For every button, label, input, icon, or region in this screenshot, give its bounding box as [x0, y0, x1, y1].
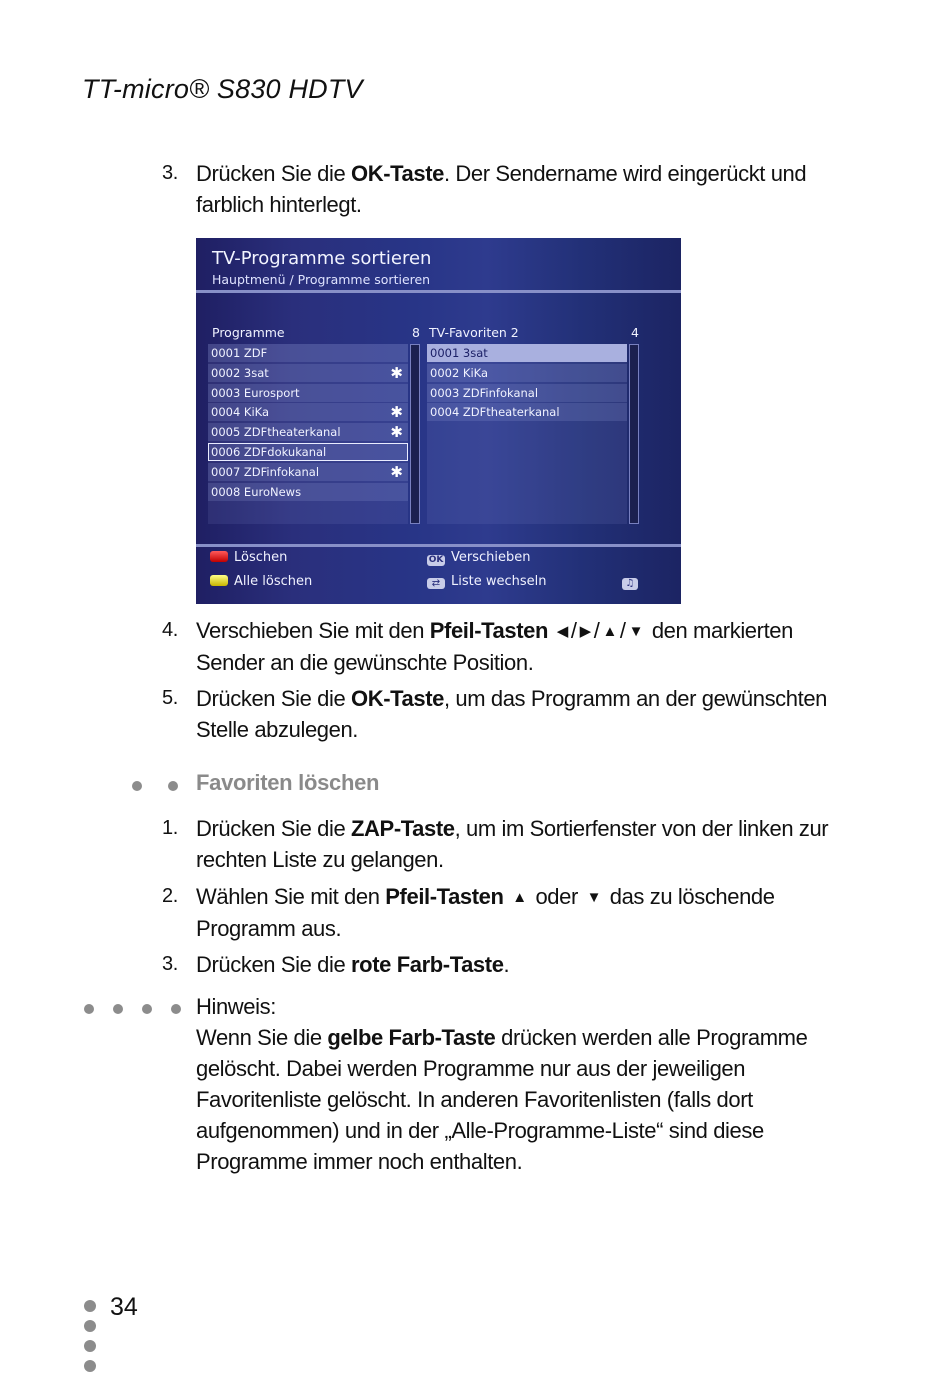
step-3-text: 3. Drücken Sie die OK-Taste. Der Sendername wird eingerückt und farblich hinterlegt. — [196, 158, 856, 220]
legend-switch-list: ⇄ Liste wechseln — [427, 574, 547, 589]
arrow-right-icon: ▶ — [579, 623, 591, 640]
favorites-list — [427, 344, 627, 423]
divider — [196, 290, 681, 293]
tv-menu-title: TV-Programme sortieren — [212, 248, 432, 269]
list-item-highlighted[interactable]: 0001 3sat — [427, 344, 627, 362]
step-number: 5. — [162, 687, 178, 709]
right-scrollbar[interactable] — [629, 344, 639, 524]
page-dot — [84, 1340, 96, 1352]
step-number: 4. — [162, 619, 178, 641]
legend-music — [622, 574, 644, 590]
bullet-dot — [168, 781, 178, 791]
list-item[interactable]: 0007 ZDFinfokanal ✱ — [208, 463, 408, 481]
page-dot — [84, 1320, 96, 1332]
ok-key-icon: OK — [428, 555, 444, 565]
list-item[interactable]: 0003 ZDFinfokanal — [427, 384, 627, 402]
step-number: 3. — [162, 162, 178, 184]
left-scrollbar[interactable] — [410, 344, 420, 524]
arrow-down-icon: ▼ — [628, 623, 644, 640]
left-list-count: 8 — [412, 325, 420, 340]
bullet-dot — [142, 1004, 152, 1014]
list-item[interactable]: 0004 ZDFtheaterkanal — [427, 403, 627, 421]
page-number: 34 — [110, 1293, 138, 1321]
arrow-up-icon: ▲ — [602, 623, 617, 640]
bullet-dot — [113, 1004, 123, 1014]
fav-step-1-text: 1. Drücken Sie die ZAP-Taste, um im Sortierfenster von der linken zur rechten Liste zu gelangen. — [196, 813, 856, 875]
list-item-selected[interactable]: 0006 ZDFdokukanal — [208, 443, 408, 461]
fav-step-3-text: 3. Drücken Sie die rote Farb-Taste. — [196, 949, 856, 980]
legend-delete: Löschen — [210, 550, 287, 565]
programme-list — [208, 344, 408, 502]
document-header-title: TT-micro® S830 HDTV — [82, 74, 363, 104]
arrow-left-icon: ◀ — [556, 623, 568, 640]
tv-breadcrumb: Hauptmenü / Programme sortieren — [212, 272, 431, 287]
favorite-star-icon: ✱ — [390, 363, 403, 382]
legend-delete-all: Alle löschen — [210, 574, 312, 589]
legend-move: OK Verschieben — [428, 550, 531, 565]
favorite-star-icon: ✱ — [390, 462, 403, 481]
fav-step-2-text: 2. Wählen Sie mit den Pfeil-Tasten ▲ oder ▼ das zu löschende Programm aus. — [196, 881, 856, 944]
favorite-star-icon: ✱ — [390, 423, 403, 442]
section-heading: Favoriten löschen — [196, 770, 380, 795]
list-item[interactable]: 0003 Eurosport — [208, 384, 408, 402]
step-number: 3. — [162, 953, 178, 975]
switch-arrows-icon: ⇄ — [427, 578, 445, 589]
list-item[interactable]: 0002 KiKa — [427, 364, 627, 382]
note-text: Wenn Sie die gelbe Farb-Taste drücken werden alle Programme gelöscht. Dabei werden Programme nur aus der jeweiligen Favoritenliste gelöscht. In anderen Favoritenlisten (falls dort aufgenommen) und in der „Alle-Programme-Liste“ sind diese Programme immer noch enthalten. — [196, 1025, 808, 1174]
step-5-text: 5. Drücken Sie die OK-Taste, um das Programm an der gewünschten Stelle abzulegen. — [196, 683, 856, 745]
page-dot — [84, 1360, 96, 1372]
step-4-text: 4. Verschieben Sie mit den Pfeil-Tasten ◀ / ▶ / ▲ / ▼ den markierten Sender an die gewünschte Position. — [196, 615, 856, 678]
note-block — [196, 991, 856, 1177]
step-number: 1. — [162, 817, 178, 839]
arrow-up-icon: ▲ — [512, 889, 527, 906]
music-note-icon: ♫ — [622, 578, 638, 590]
note-label: Hinweis: — [196, 994, 276, 1019]
right-list-header: TV-Favoriten 2 — [429, 325, 519, 340]
bullet-dot — [171, 1004, 181, 1014]
bullet-dot — [132, 781, 142, 791]
page-dot — [84, 1300, 96, 1312]
favorite-star-icon: ✱ — [390, 403, 403, 422]
yellow-key-icon — [210, 575, 228, 586]
bullet-dot — [84, 1004, 94, 1014]
divider — [196, 544, 681, 547]
list-item[interactable]: 0008 EuroNews — [208, 483, 408, 501]
left-list-header: Programme — [212, 325, 285, 340]
step-number: 2. — [162, 885, 178, 907]
list-item[interactable]: 0005 ZDFtheaterkanal ✱ — [208, 423, 408, 441]
list-item[interactable]: 0002 3sat ✱ — [208, 364, 408, 382]
tv-menu-screenshot — [196, 238, 681, 604]
arrow-down-icon: ▼ — [586, 889, 602, 906]
list-item[interactable]: 0004 KiKa ✱ — [208, 403, 408, 421]
list-item[interactable]: 0001 ZDF — [208, 344, 408, 362]
red-key-icon — [210, 551, 228, 562]
right-list-count: 4 — [631, 325, 639, 340]
